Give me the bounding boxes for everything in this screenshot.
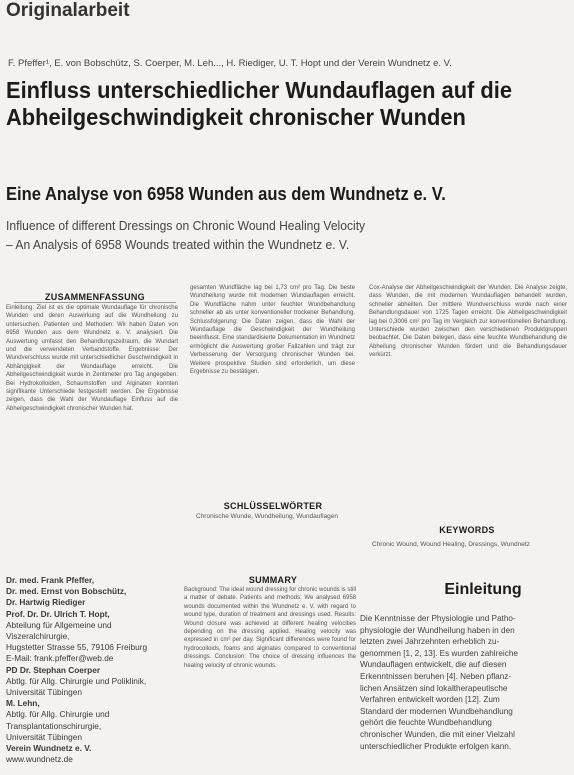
zusammenfassung-col1: Einleitung: Ziel ist es die optimale Wundauflage für chronische Wunden und deren Auswirkung auf die Wundheilung zu untersuchen. Patienten und Methoden: Wir haben Daten von 6958 Wunden aus dem Wundnetz e. V. analysiert. Die Auswertung umfasst den Behandlungszeitraum, die Wundart und die verwendeten Verbandstoffe. Ergebnisse: Der Wundverschluss wurde mit unterschiedlicher Geschwindigkeit in Abhängigkeit der Wundauflage erreicht. Die Abheilgeschwindigkeit wurde in Zentimeter pro Tag angegeben. Bei Hydrokolloiden, Schaumstoffen und Alginaten konnten signifikante Unterschiede festgestellt werden. Die Ergebnisse zeigen, dass die Wahl der Wundauflage Einfluss auf die Abheilgeschwindigkeit chronischer Wunden hat. [6,305,178,412]
contact-line: Viszeralchirurgie, [6,631,70,642]
article-title: Einfluss unterschiedlicher Wundauflagen auf die Abheilgeschwindigkeit chronischer Wunden [6,77,512,130]
zusammenfassung-rule [14,302,176,303]
contact-line: E-Mail: frank.pfeffer@web.de [6,653,114,664]
contact-line: Verein Wundnetz e. V. [6,743,92,754]
einleitung-line: unterschiedlicher Produkte erfolgen kann. [360,741,512,751]
einleitung-line: letzten zwei Jahrzehnten erheblich zu- [360,637,500,647]
contact-line: PD Dr. Stephan Coerper [6,664,101,675]
einleitung-line: genommen [1, 2, 13]. Es wurden zahlreiche [360,648,518,658]
english-title [6,216,534,254]
article-subtitle: Eine Analyse von 6958 Wunden aus dem Wundnetz e. V. [6,184,446,204]
keywords-text: Chronic Wound, Wound Healing, Dressings, Wundnetz [372,541,530,548]
contact-line: Dr. med. Ernst von Bobschütz, [6,586,127,597]
contact-line: Abtlg. für Allg. Chirurgie und [6,709,110,720]
schluesselwoerter-heading: SCHLÜSSELWÖRTER [223,501,323,511]
summary-heading: SUMMARY [248,575,298,585]
contact-line: M. Lehn, [6,698,40,709]
contact-line: Prof. Dr. Dr. Ulrich T. Hopt, [6,608,110,619]
einleitung-line: Erkenntnissen beruhen [4]. Neben pflanz- [360,671,512,681]
contact-line: Dr. Hartwig Riediger [6,597,86,608]
keywords-heading: KEYWORDS [439,525,495,535]
einleitung-line: Wundauflagen entwickelt, die auf diesen [360,660,507,670]
einleitung-line: gehört die feuchte Wundbehandlung [360,718,492,728]
contact-line: Abtlg. für Allg. Chirurgie und Poliklinik, [6,675,147,686]
abstract-col3: Cox-Analyse der Abheilgeschwindigkeit der Wunden. Die Analyse zeigte, dass Wunden, die mit modernen Wundauflagen behandelt wurden, schneller abheilten. Der mittlere Wundverschluss wurde nach einer Behandlungsdauer von 1725 Tagen erreicht. Die Abheilgeschwindigkeit lag bei 0,3006 cm² pro Tag im Vergleich zur konventionellen Behandlung. Unterschiede wurden zwischen den verschiedenen Produktgruppen beobachtet. Die Daten belegen, dass eine feuchte Wundbehandlung die Abheilung chronischer Wunden fördert und die Behandlungsdauer verkürzt. [369,285,567,359]
section-label: Originalarbeit [6,0,130,21]
einleitung-line: chronischer Wunden, die mit einer Vielzahl [360,729,515,739]
einleitung-text [360,613,570,775]
contact-line: Abteilung für Allgemeine und [6,619,112,630]
einleitung-line: physiologie der Wundheilung haben in den [360,625,515,635]
contact-line: Dr. med. Frank Pfeffer, [6,575,95,585]
english-title-line-2: – An Analysis of 6958 Wounds treated within the Wundnetz e. V. [6,237,350,252]
einleitung-line: Verfahren entwickelt worden [12]. Zum [360,695,500,705]
contact-line: Universität Tübingen [6,687,82,698]
einleitung-heading: Einleitung [444,581,522,598]
contact-block [6,575,184,765]
contact-line: www.wundnetz.de [6,754,73,765]
zusammenfassung-col2: gesamten Wundfläche lag bei 1,73 cm² pro Tag. Die beste Wundheilung wurde mit modernen Wundauflagen erreicht. Die Wundfläche nahm unter feuchter Wundbehandlung schneller ab als unter konventioneller trockener Behandlung. Schlussfolgerung: Die Daten zeigen, dass die Wahl der Wundauflage die Geschwindigkeit der Wundheilung beeinflusst. Eine standardisierte Dokumentation im Wundnetz ermöglicht die Auswertung großer Fallzahlen und trägt zur Verbesserung der Versorgung chronischer Wunden bei. Weitere prospektive Studien sind erforderlich, um diese Ergebnisse zu bestätigen. [190,285,355,376]
contact-line: Universität Tübingen [6,731,82,742]
einleitung-line: Standard der modernen Wundbehandlung [360,706,513,716]
zusammenfassung-heading: ZUSAMMENFASSUNG [44,292,145,302]
summary-text: Background: The ideal wound dressing for chronic wounds is still a matter of debate. Patients and methods: We analysed 6958 wounds documented within the Wundnetz e. V. with regard to wound type, duration of treatment and dressings used. Results: Wound closure was achieved at different healing velocities depending on the dressing applied. Healing velocity was expressed in cm² per day. Significant differences were found for hydrocolloids, foams and alginates compared to conventional dressings. Conclusion: The choice of dressing influences the healing velocity of chronic wounds. [184,587,356,669]
schluesselwoerter-text: Chronische Wunde, Wundheilung, Wundauflagen [196,513,339,520]
contact-line: Hugstetter Strasse 55, 79106 Freiburg [6,642,148,653]
einleitung-line: lichen Ansätzen sind lokaltherapeutische [360,683,508,693]
einleitung-line: Die Kenntnisse der Physiologie und Patho- [360,614,516,623]
english-title-line-1: Influence of different Dressings on Chronic Wound Healing Velocity [6,218,366,233]
contact-line: Transplantationschirurgie, [6,720,102,731]
authors-line: F. Pfeffer¹, E. von Bobschütz, S. Coerper, M. Leh..., H. Riediger, U. T. Hopt und der Verein Wundnetz e. V. [8,58,452,69]
